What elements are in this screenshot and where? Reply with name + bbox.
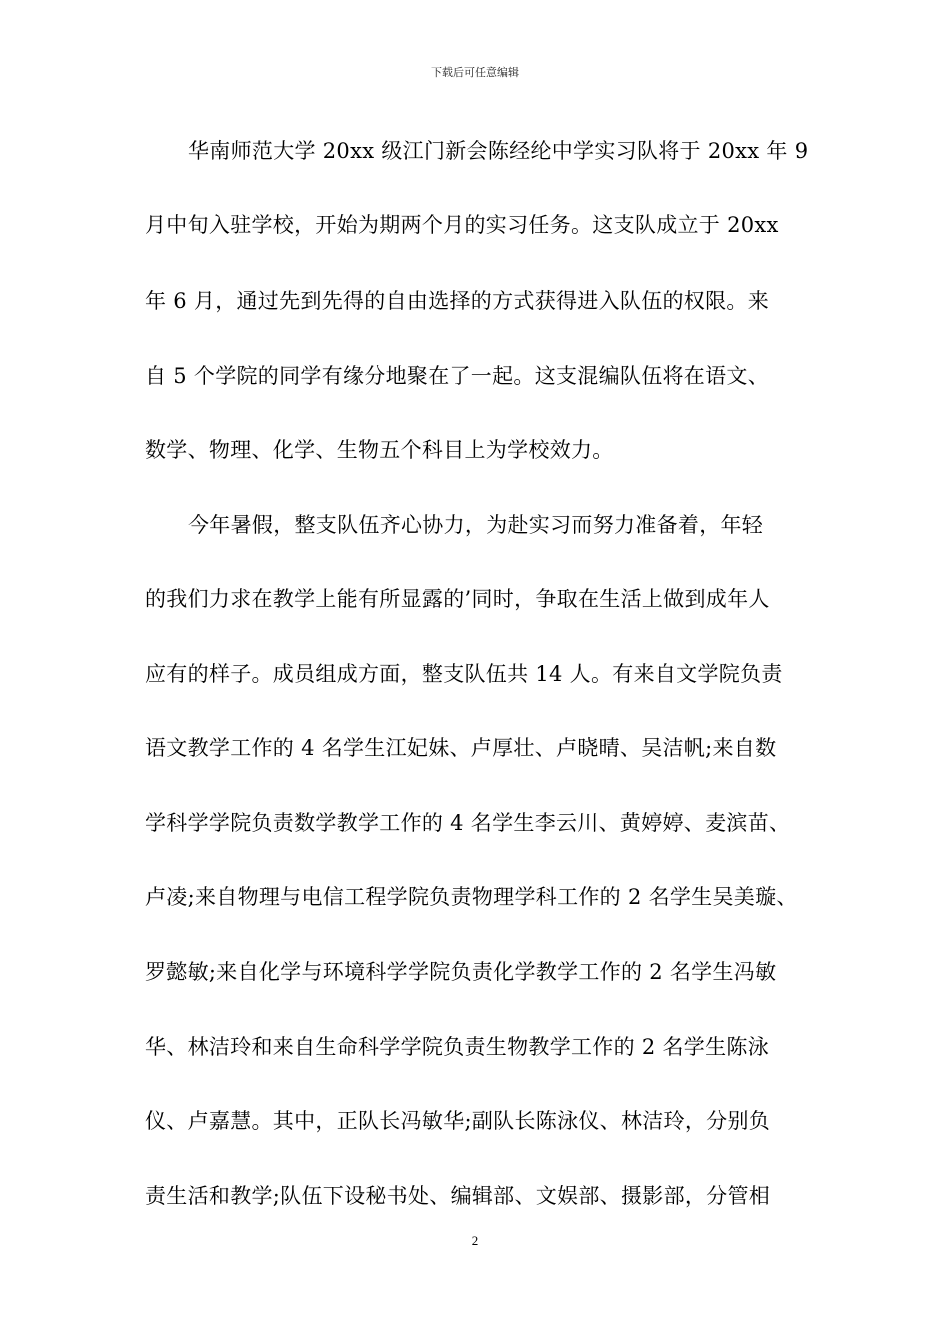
paragraph-2-line-5: 学科学学院负责数学教学工作的 4 名学生李云川、黄婷婷、麦滨苗、: [145, 811, 791, 835]
paragraph-2-line-8: 华、林洁玲和来自生命科学学院负责生物教学工作的 2 名学生陈泳: [145, 1035, 770, 1059]
paragraph-2-line-4: 语文教学工作的 4 名学生江妃妹、卢厚壮、卢晓晴、吴洁帆;来自数: [145, 736, 777, 760]
paragraph-2-line-2: 的我们力求在教学上能有所显露的’同时，争取在生活上做到成年人: [145, 587, 770, 611]
page-number: 2: [471, 1233, 479, 1248]
paragraph-1-line-5: 数学、物理、化学、生物五个科目上为学校效力。: [145, 438, 614, 462]
paragraph-2-line-3: 应有的样子。成员组成方面，整支队伍共 14 人。有来自文学院负责: [145, 662, 783, 686]
paragraph-1-line-4: 自 5 个学院的同学有缘分地聚在了一起。这支混编队伍将在语文、: [145, 364, 770, 388]
paragraph-2-line-10: 责生活和教学;队伍下设秘书处、编辑部、文娱部、摄影部，分管相: [145, 1184, 771, 1208]
paragraph-2-line-7: 罗懿敏;来自化学与环境科学学院负责化学教学工作的 2 名学生冯敏: [145, 960, 777, 984]
paragraph-2-line-6: 卢凌;来自物理与电信工程学院负责物理学科工作的 2 名学生吴美璇、: [145, 885, 798, 909]
paragraph-2-line-9: 仪、卢嘉慧。其中，正队长冯敏华;副队长陈泳仪、林洁玲，分别负: [145, 1109, 771, 1133]
page-header: 下载后可任意编辑: [431, 66, 519, 79]
paragraph-1-line-1: 华南师范大学 20xx 级江门新会陈经纶中学实习队将于 20xx 年 9: [188, 139, 809, 163]
paragraph-2-line-1: 今年暑假，整支队伍齐心协力，为赴实习而努力准备着，年轻: [188, 513, 764, 537]
paragraph-1-line-3: 年 6 月，通过先到先得的自由选择的方式获得进入队伍的权限。来: [145, 289, 770, 313]
paragraph-1-line-2: 月中旬入驻学校，开始为期两个月的实习任务。这支队成立于 20xx: [145, 213, 779, 237]
